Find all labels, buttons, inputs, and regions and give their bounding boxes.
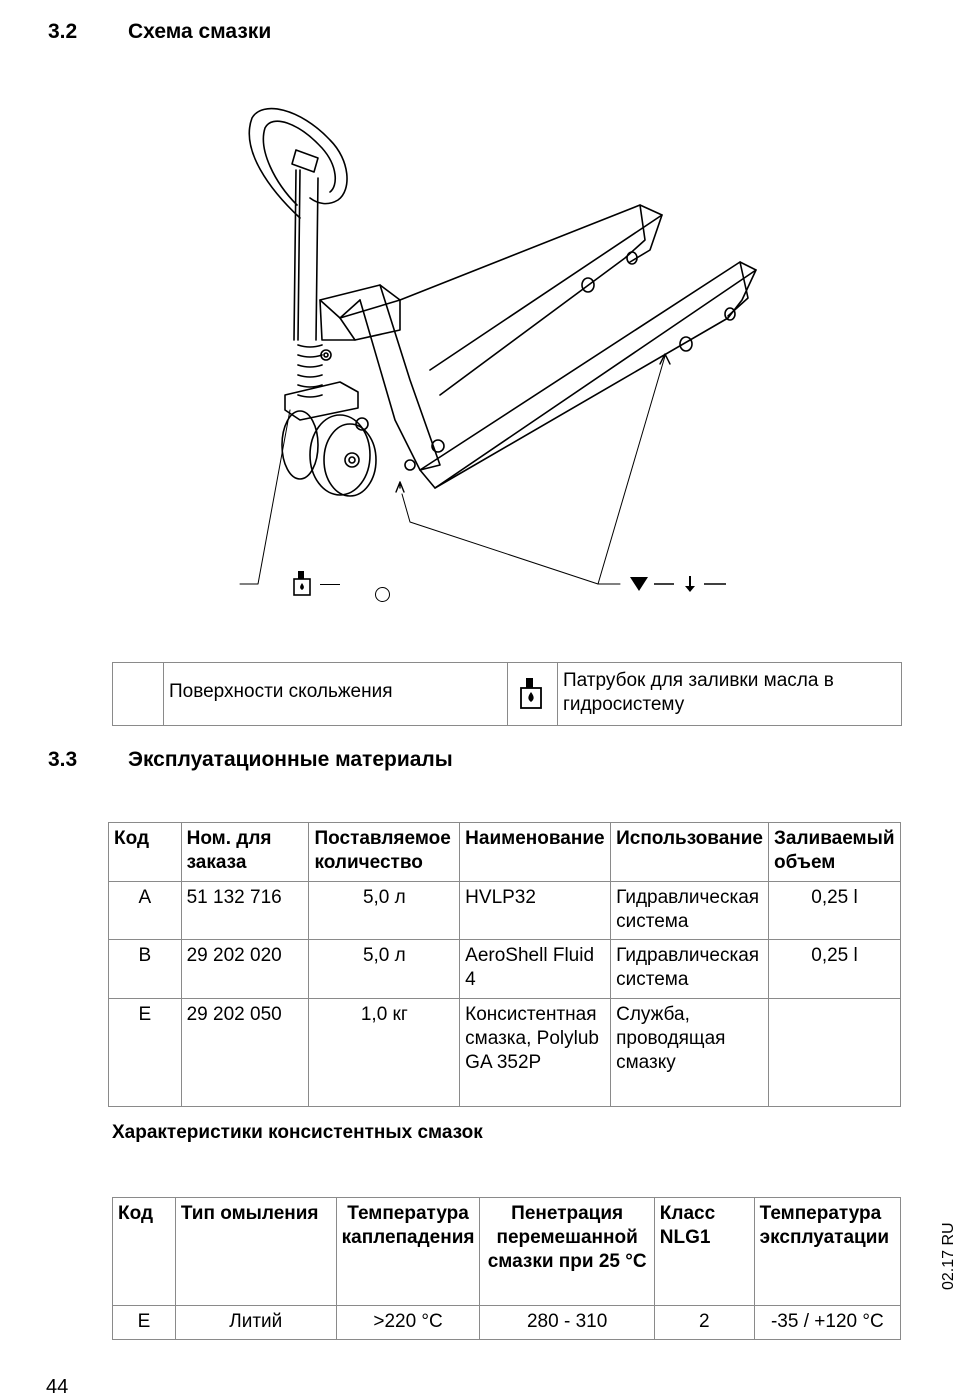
cell-operating-temp: -35 / +120 °C bbox=[754, 1306, 900, 1340]
oil-filler-icon bbox=[519, 677, 545, 711]
cell-soap-type: Литий bbox=[175, 1306, 336, 1340]
legend-sliding-surfaces: Поверхности скольжения bbox=[169, 681, 393, 702]
header-cell: Тип омыления bbox=[175, 1198, 336, 1306]
header-cell: Использование bbox=[611, 823, 769, 882]
header-cell: Класс NLG1 bbox=[654, 1198, 754, 1306]
header-cell: Пенетрация перемешанной смазки при 25 °C bbox=[480, 1198, 654, 1306]
cell-drop-point: >220 °C bbox=[336, 1306, 480, 1340]
table-header-row bbox=[113, 1198, 901, 1306]
cell-quantity: 5,0 л bbox=[309, 882, 460, 940]
header-cell: Код bbox=[113, 1198, 176, 1306]
cell-volume bbox=[769, 999, 901, 1107]
oil-filler-icon bbox=[292, 570, 316, 598]
legend-box bbox=[112, 662, 902, 726]
cell-volume: 0,25 l bbox=[769, 940, 901, 999]
cell-order-no: 51 132 716 bbox=[181, 882, 309, 940]
cell-volume: 0,25 l bbox=[769, 882, 901, 940]
grease-table bbox=[112, 1197, 901, 1340]
down-arrow-icon bbox=[685, 586, 695, 592]
cell-nlgi-class: 2 bbox=[654, 1306, 754, 1340]
cell-name: HVLP32 bbox=[460, 882, 611, 940]
document-code: 02.17 RU bbox=[940, 1222, 957, 1290]
page-number: 44 bbox=[46, 1376, 69, 1398]
section-number: 3.3 bbox=[48, 748, 78, 771]
header-cell: Температура эксплуатации bbox=[754, 1198, 900, 1306]
cell-usage: Гидравлическая система bbox=[611, 882, 769, 940]
section-title: Эксплуатационные материалы bbox=[128, 748, 453, 771]
cell-penetration: 280 - 310 bbox=[480, 1306, 654, 1340]
circle-icon bbox=[375, 587, 390, 602]
table-row bbox=[113, 1306, 901, 1340]
cell-code: B bbox=[109, 940, 182, 999]
header-cell: Заливаемый объем bbox=[769, 823, 901, 882]
table-row bbox=[109, 882, 901, 940]
materials-table bbox=[108, 822, 901, 1107]
cell-code: E bbox=[113, 1306, 176, 1340]
section-title: Схема смазки bbox=[128, 20, 272, 43]
cell-name: AeroShell Fluid 4 bbox=[460, 940, 611, 999]
header-cell: Поставляемое количество bbox=[309, 823, 460, 882]
header-cell: Наименование bbox=[460, 823, 611, 882]
cell-quantity: 1,0 кг bbox=[309, 999, 460, 1107]
cell-code: E bbox=[109, 999, 182, 1107]
section-number: 3.2 bbox=[48, 20, 78, 43]
table-header-row bbox=[109, 823, 901, 882]
header-cell: Ном. для заказа bbox=[181, 823, 309, 882]
grease-symbols bbox=[628, 574, 728, 594]
cell-quantity: 5,0 л bbox=[309, 940, 460, 999]
cell-code: A bbox=[109, 882, 182, 940]
table-row bbox=[109, 940, 901, 999]
legend-oil-filler: Патрубок для заливки масла в гидросистему bbox=[563, 670, 834, 715]
cell-usage: Служба, проводящая смазку bbox=[611, 999, 769, 1107]
header-cell: Код bbox=[109, 823, 182, 882]
cell-order-no: 29 202 050 bbox=[181, 999, 309, 1107]
pallet-truck-illustration bbox=[240, 100, 780, 620]
header-cell: Температура каплепадения bbox=[336, 1198, 480, 1306]
down-triangle-icon bbox=[630, 577, 648, 591]
cell-name: Консистентная смазка, Polylub GA 352P bbox=[460, 999, 611, 1107]
dash-line bbox=[320, 584, 340, 585]
grease-section-title: Характеристики консистентных смазок bbox=[112, 1122, 483, 1143]
cell-usage: Гидравлическая система bbox=[611, 940, 769, 999]
table-row bbox=[109, 999, 901, 1107]
cell-order-no: 29 202 020 bbox=[181, 940, 309, 999]
